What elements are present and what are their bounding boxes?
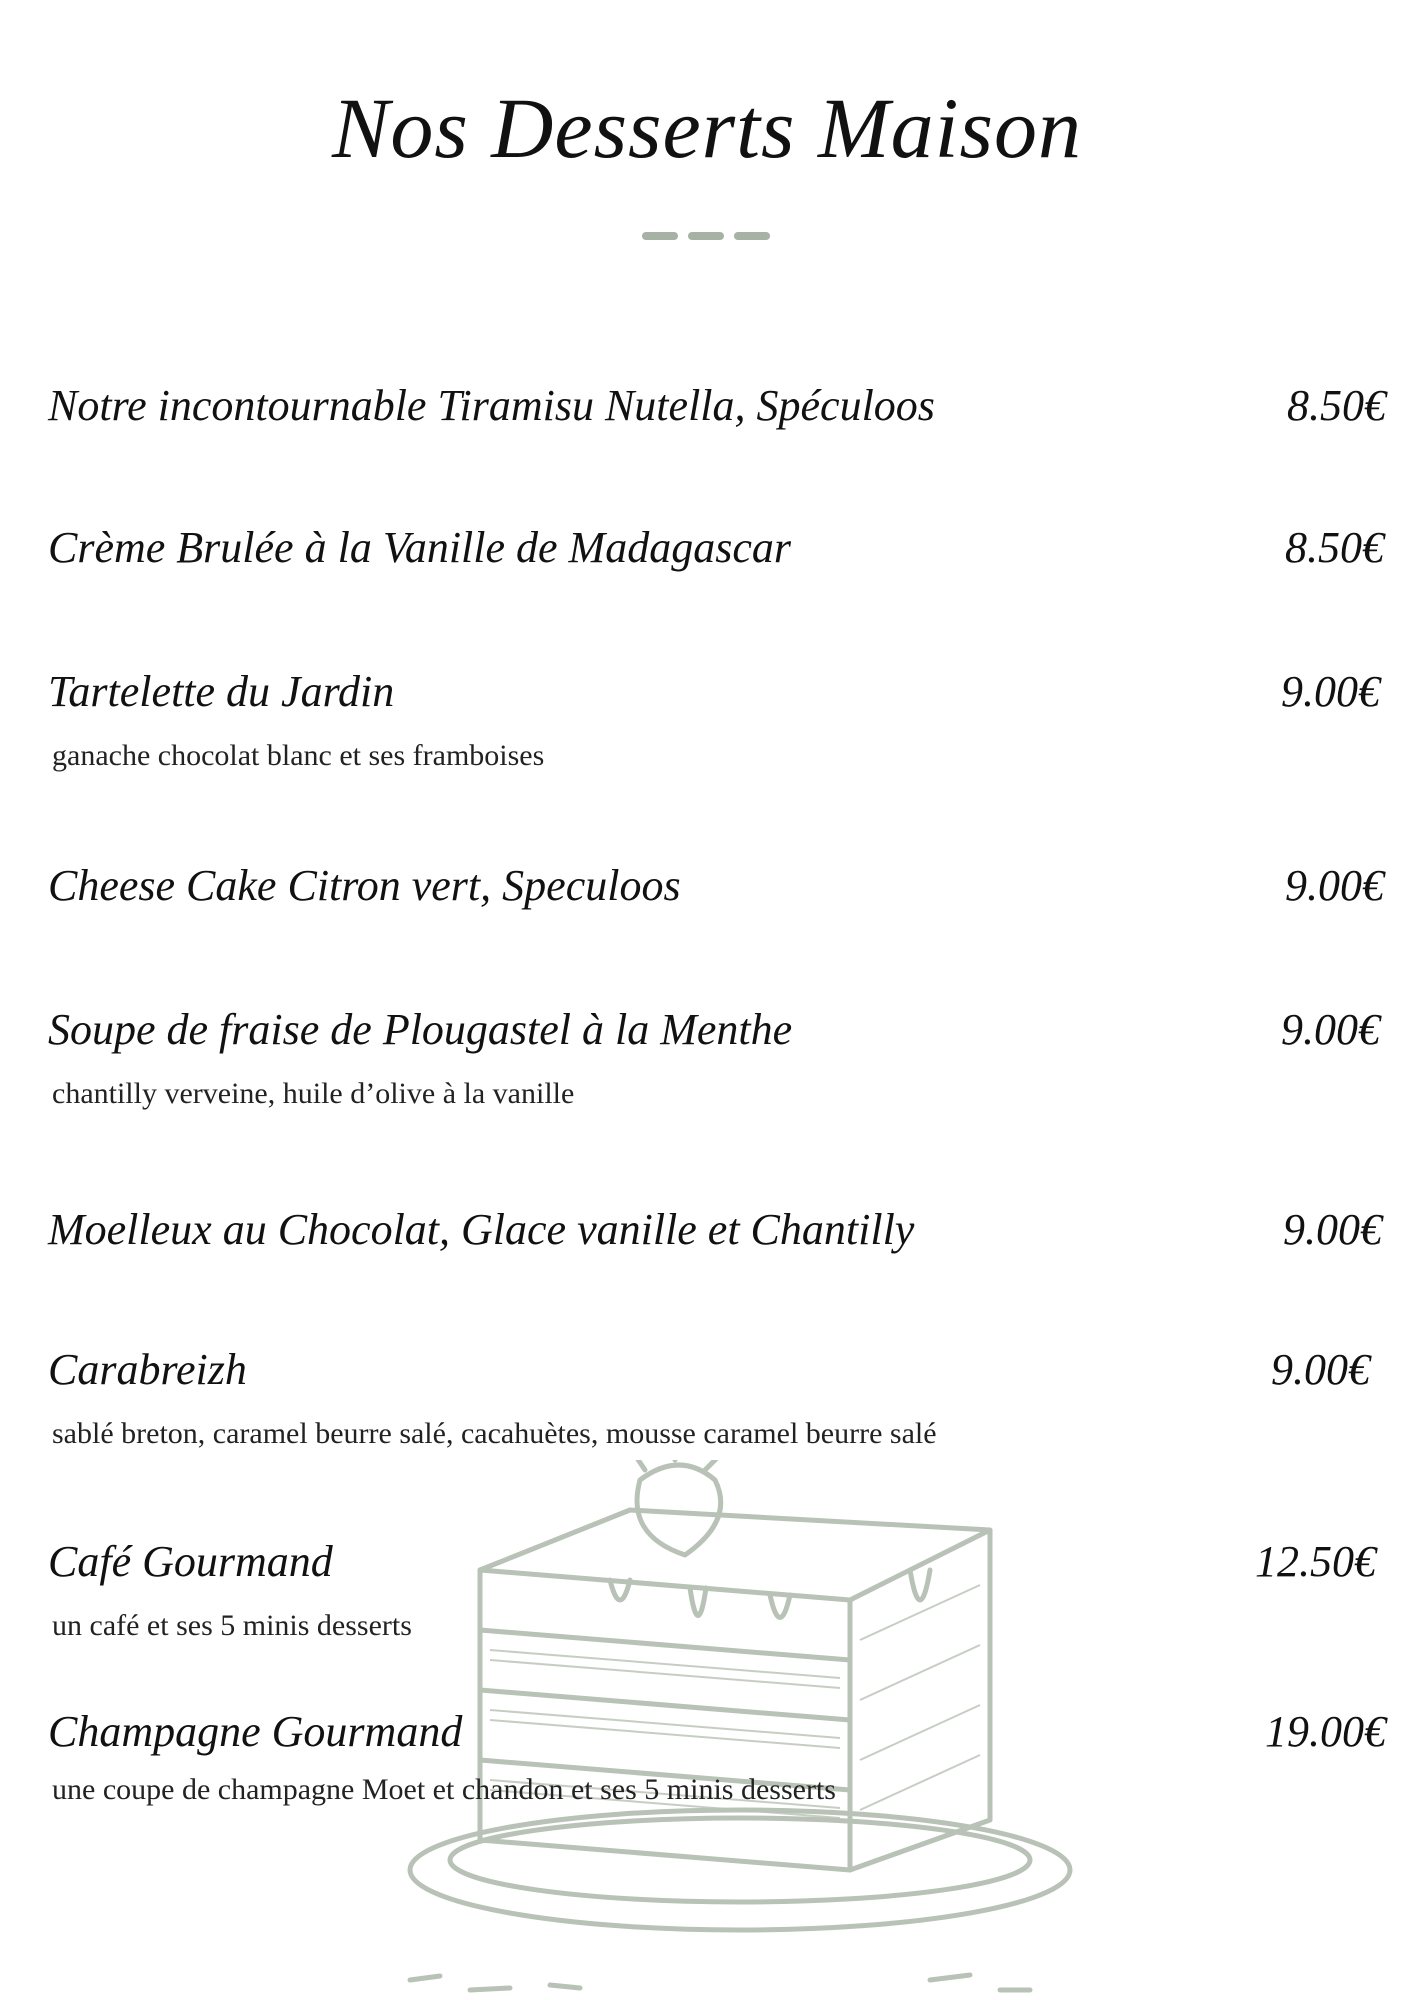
item-name: Tartelette du Jardin bbox=[48, 667, 395, 716]
divider-dash bbox=[734, 232, 770, 240]
item-description: sablé breton, caramel beurre salé, cacahuètes, mousse caramel beurre salé bbox=[52, 1417, 937, 1450]
item-name: Café Gourmand bbox=[48, 1537, 333, 1586]
item-price: 9.00€ bbox=[1281, 667, 1380, 716]
item-name: Champagne Gourmand bbox=[48, 1707, 463, 1756]
item-name: Notre incontournable Tiramisu Nutella, Spéculoos bbox=[48, 381, 935, 430]
cake-slice-icon bbox=[390, 1460, 1080, 2000]
item-name: Cheese Cake Citron vert, Speculoos bbox=[48, 861, 681, 910]
item-price: 19.00€ bbox=[1265, 1707, 1386, 1756]
item-name: Carabreizh bbox=[48, 1345, 247, 1394]
title-divider bbox=[642, 232, 770, 240]
item-price: 9.00€ bbox=[1283, 1205, 1382, 1254]
item-price: 12.50€ bbox=[1255, 1537, 1376, 1586]
item-name: Moelleux au Chocolat, Glace vanille et Chantilly bbox=[48, 1205, 915, 1254]
item-price: 8.50€ bbox=[1285, 523, 1384, 572]
item-price: 8.50€ bbox=[1287, 381, 1386, 430]
divider-dash bbox=[642, 232, 678, 240]
menu-title: Nos Desserts Maison bbox=[331, 80, 1083, 176]
item-price: 9.00€ bbox=[1271, 1345, 1370, 1394]
item-price: 9.00€ bbox=[1285, 861, 1384, 910]
item-description: chantilly verveine, huile d’olive à la vanille bbox=[52, 1077, 575, 1110]
divider-dash bbox=[688, 232, 724, 240]
item-description: une coupe de champagne Moet et chandon et ses 5 minis desserts bbox=[52, 1773, 836, 1806]
item-name: Soupe de fraise de Plougastel à la Menthe bbox=[48, 1005, 793, 1054]
item-description: ganache chocolat blanc et ses framboises bbox=[52, 739, 545, 772]
item-name: Crème Brulée à la Vanille de Madagascar bbox=[48, 523, 791, 572]
item-description: un café et ses 5 minis desserts bbox=[52, 1609, 412, 1642]
item-price: 9.00€ bbox=[1281, 1005, 1380, 1054]
